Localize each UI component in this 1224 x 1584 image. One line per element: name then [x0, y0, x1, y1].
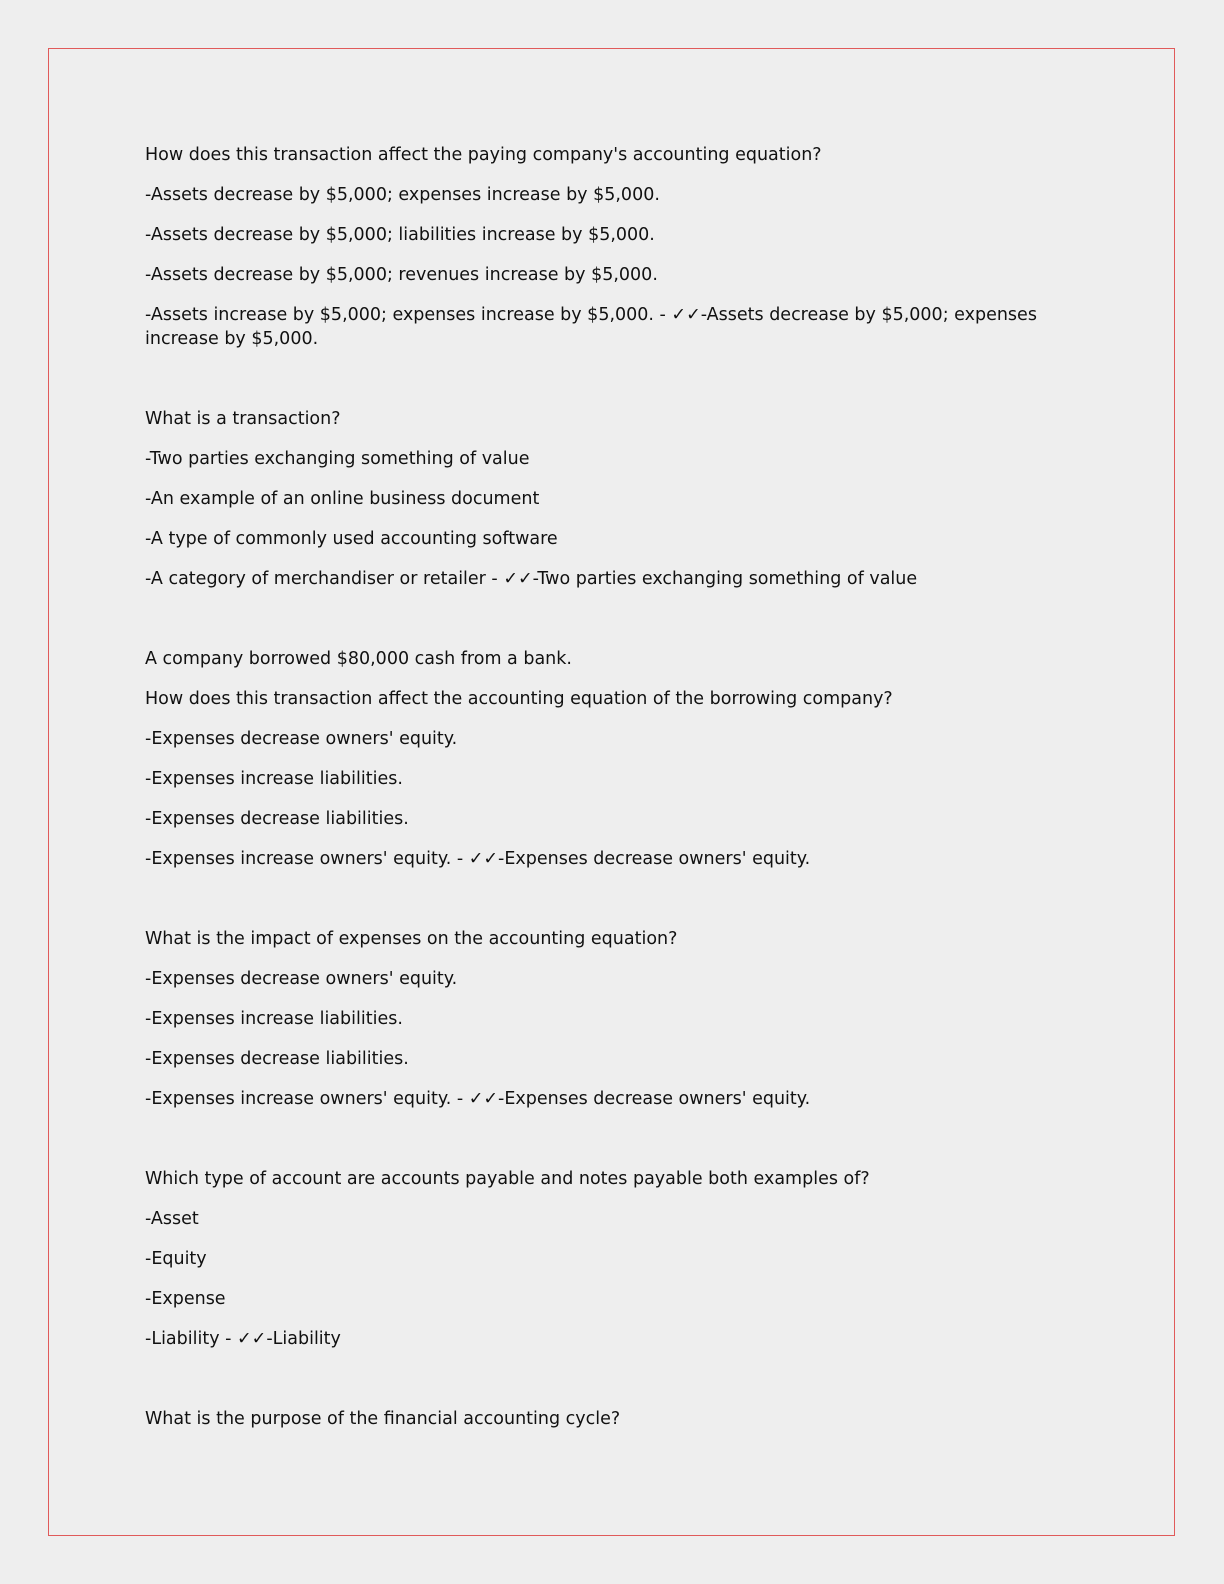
question-text: What is the impact of expenses on the accounting equation?: [145, 929, 678, 949]
answer-option: -Expenses increase liabilities.: [145, 1009, 403, 1029]
answer-option: -Expenses decrease owners' equity.: [145, 729, 458, 749]
answer-option: -Expense: [145, 1289, 226, 1309]
answer-option: -An example of an online business document: [145, 489, 540, 509]
answer-option-with-correct-answer: -Assets increase by $5,000; expenses increase by $5,000. - ✓✓-Assets decrease by $5,000; expenses increase by $5,000.: [145, 305, 1037, 349]
question-context: A company borrowed $80,000 cash from a bank.: [145, 649, 572, 669]
question-block-2: [145, 407, 1045, 591]
question-text: What is the purpose of the financial accounting cycle?: [145, 1409, 621, 1429]
answer-option-with-correct-answer: -Expenses increase owners' equity. - ✓✓-Expenses decrease owners' equity.: [145, 1089, 811, 1109]
question-text: What is a transaction?: [145, 409, 341, 429]
answer-option-with-correct-answer: -A category of merchandiser or retailer - ✓✓-Two parties exchanging something of value: [145, 569, 918, 589]
answer-option: -Expenses increase liabilities.: [145, 769, 403, 789]
question-text: How does this transaction affect the accounting equation of the borrowing company?: [145, 689, 893, 709]
question-block-1: [145, 143, 1045, 351]
question-block-5: [145, 1167, 1045, 1351]
answer-option-with-correct-answer: -Expenses increase owners' equity. - ✓✓-Expenses decrease owners' equity.: [145, 849, 811, 869]
question-block-4: [145, 927, 1045, 1111]
answer-option: -Expenses decrease liabilities.: [145, 809, 409, 829]
answer-option: -Assets decrease by $5,000; revenues increase by $5,000.: [145, 265, 658, 285]
document-content: [145, 143, 1045, 1487]
question-block-3: [145, 647, 1045, 871]
answer-option: -Asset: [145, 1209, 199, 1229]
answer-option: -Equity: [145, 1249, 207, 1269]
question-block-6: [145, 1407, 1045, 1431]
answer-option: -Expenses decrease liabilities.: [145, 1049, 409, 1069]
answer-option: -Expenses decrease owners' equity.: [145, 969, 458, 989]
question-text: Which type of account are accounts payable and notes payable both examples of?: [145, 1169, 870, 1189]
answer-option: -Assets decrease by $5,000; liabilities increase by $5,000.: [145, 225, 655, 245]
question-text: How does this transaction affect the paying company's accounting equation?: [145, 145, 822, 165]
answer-option: -Assets decrease by $5,000; expenses increase by $5,000.: [145, 185, 660, 205]
answer-option: -A type of commonly used accounting software: [145, 529, 558, 549]
answer-option-with-correct-answer: -Liability - ✓✓-Liability: [145, 1329, 341, 1349]
answer-option: -Two parties exchanging something of value: [145, 449, 530, 469]
